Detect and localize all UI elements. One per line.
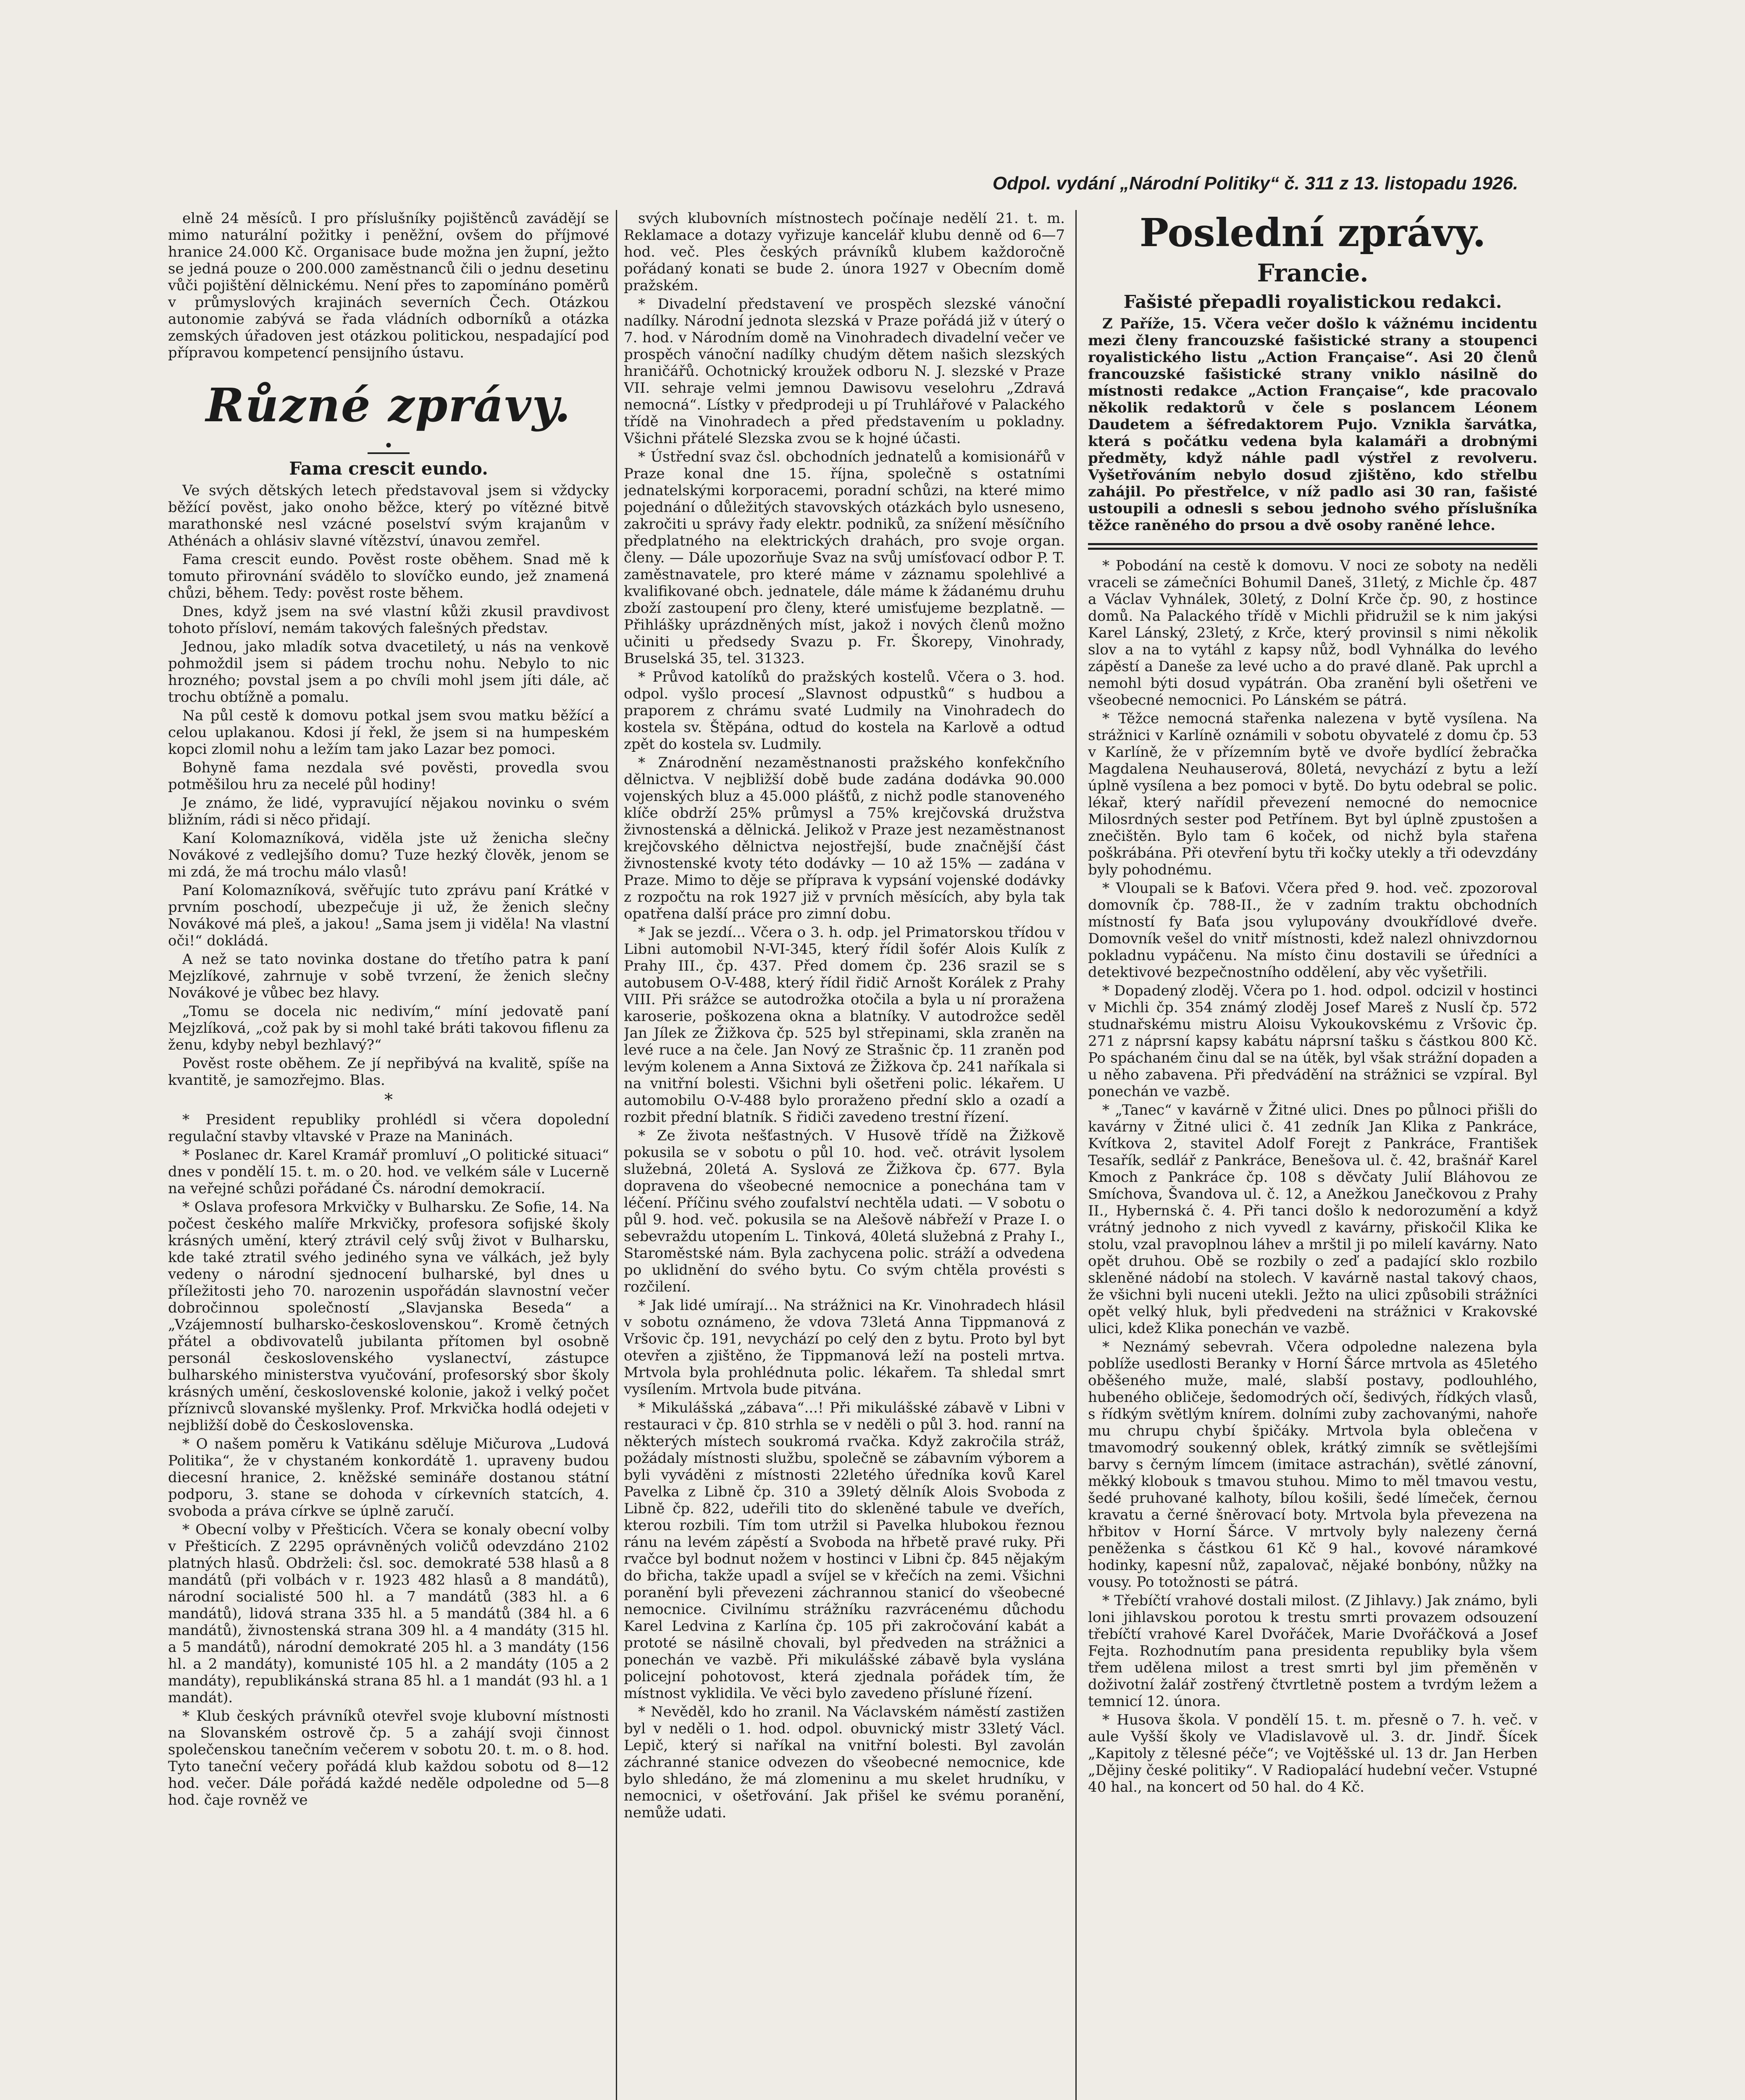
column-divider-2 xyxy=(1075,210,1077,2100)
issue-header: Odpol. vydání „Národní Politiky“ č. 311 z 13. listopadu 1926. xyxy=(992,173,1518,194)
paragraph: Paní Kolomazníková, svěřujíc tuto zprávu paní Krátké v prvním poschodí, ubezpečuje ji už, že ženich slečny Novákové má pleš, a jakou! „Sama jsem ji viděla! Na vlastní oči!“ dokládá. xyxy=(168,882,609,949)
paragraph: Fama crescit eundo. Pověst roste oběhem. Snad mě k tomuto přirovnání svádělo to slovíčko eundo, jež znamená chůzi, během. Tedy: pověst roste během. xyxy=(168,551,609,601)
paragraph: A než se tato novinka dostane do třetího patra k paní Mejzlíkové, zahrnuje v sobě tvrzení, že ženich slečny Novákové je vůbec bez hlavy. xyxy=(168,951,609,1001)
paragraph: „Tomu se docela nic nedivím,“ míní jedovatě paní Mejzlíková, „což pak by si mohl také bráti takovou fiflenu za ženu, kdyby nebyl bezhlavý?“ xyxy=(168,1003,609,1053)
paragraph: * Jak se jezdí... Včera o 3. h. odp. jel Primatorskou třídou v Libni automobil N-VI-345, který řídil šofér Alois Kulík z Prahy III., čp. 437. Před domem čp. 236 srazil se s autobusem O-V-488, který řídil řidič Arnošt Korálek z Prahy VIII. Při srážce se autodrožka otočila a byla u ní proražena karoserie, poškozena okna a blatníky. V autodrožce seděl Jan Jílek ze Žižkova čp. 525 byl střepinami, skla zraněn na levé ruce a na čele. Jan Nový ze Strašnic čp. 11 zraněn pod levým kolenem a Anna Sixtová ze Žižkova čp. 241 naříkala si na vnitřní bolesti. Všichni byli ošetřeni polic. lékařem. U automobilu O-V-488 bylo proraženo přední sklo a ozadí a rozbit přední blatník. S řidiči zavedeno trestní řízení. xyxy=(624,924,1065,1126)
paragraph: Bohyně fama nezdala své pověsti, provedla svou potměšilou hru za necelé půl hodiny! xyxy=(168,759,609,793)
column-1-news xyxy=(168,1111,609,1809)
paragraph: * Neznámý sebevrah. Včera odpoledne nalezena byla poblíže usedlosti Beranky v Horní Šárce mrtvola as 45letého oběšeného muže, malé, slabší postavy, podlouhlého, hubeného obličeje, šedomodrých očí, šedivých, řídkých vlasů, s řídkým světlým knírem. dolními zuby zachovanými, nahoře mu chrupu chybí špičáky. Mrtvola byla oblečena v tmavomodrý soukenný oblek, krátký zimník se světlejšími barvy s černým límcem (imitace astrachán), světlé zánovní, měkký klobouk s tmavou stuhou. Mimo to měl tmavou vestu, šedé pruhované kalhoty, bílou košili, šedé límeček, černou kravatu a černé šněrovací boty. Mrtvola byla převezena na hřbitov v Horní Šárce. V mrtvoly byly nalezeny černá peněženka s částkou 61 Kč 9 hal., kovové náramkové hodinky, kapesní nůž, zapalovač, nějaké bonbóny, nůžky na vousy. Po totožnosti se pátrá. xyxy=(1088,1339,1537,1591)
fama-article xyxy=(168,482,609,1089)
column-1-intro xyxy=(168,210,609,361)
paragraph: * Oslava profesora Mrkvičky v Bulharsku. Ze Sofie, 14. Na počest českého malíře Mrkvičky, profesora sofijské školy krásných umění, který ztrávil celý svůj život v Bulharsku, kde také ztratil svého jediného syna ve válkách, jež byly vedeny o národní sjednocení bulharské, byl dnes u příležitosti jeho 70. narozenin uspořádán slavnostní večer dobročinnou společností „Slavjanska Beseda“ a „Vzájemností bulharsko-československou“. Kromě četných přátel a obdivovatelů jubilanta přítomen byl osobně personál československého vyslanectví, zástupce bulharského ministerstva vyučování, profesorský sbor školy krásných umění, československé kolonie, jakož i velký počet příznivců slovanské myšlenky. Prof. Mrkvička hodlá odejeti v nejbližší době do Československa. xyxy=(168,1199,609,1434)
paragraph: Ve svých dětských letech představoval jsem si vždycky běžící pověst, jako onoho běžce, který po vítězné bitvě marathonské nesl vzácné poselství svým krajanům v Athénách a ohlásiv slavné vítězství, únavou zemřel. xyxy=(168,482,609,549)
column-3-news xyxy=(1088,557,1537,1796)
paragraph: Je známo, že lidé, vypravující nějakou novinku o svém bližním, rádi si něco přidají. xyxy=(168,795,609,828)
section-title-posledni-zpravy: Poslední zprávy. xyxy=(1139,210,1486,255)
column-2-news xyxy=(624,210,1065,1821)
paragraph: * Třebíčtí vrahové dostali milost. (Z Jihlavy.) Jak známo, byli loni jihlavskou porotou k trestu smrti provazem odsouzení třebíčtí vrahové Karel Dvořáček, Marie Dvořáčková a Josef Fejta. Rozhodnutím pana presidenta republiky byla všem třem udělena milost a trest smrti byl jim přeměněn v doživotní žalář zostřený čtvrtletně postem a tvrdým ležem a temnicí 12. února. xyxy=(1088,1592,1537,1710)
column-3 xyxy=(1088,210,1537,2100)
paragraph: * Pobodání na cestě k domovu. V noci ze soboty na neděli vraceli se zámečníci Bohumil Daneš, 31letý, z Michle čp. 487 a Václav Vyhnálek, 30letý, z Dolní Krče čp. 90, z hostince domů. Na Palackého třídě v Michli přidružil se k nim jakýsi Karel Lánský, 23letý, z Krče, který provinsil s nimi několik slov a na to vytáhl z kapsy nůž, bodl Vyhnálka do levého zápěstí a Daneše za levé ucho a do pravé dlaně. Pak uprchl a nemohl býti dosud vypátrán. Oba zranění byli ošetřeni ve všeobecné nemocnici. Po Lánském se pátrá. xyxy=(1088,557,1537,709)
paragraph: * Znárodnění nezaměstnanosti pražského konfekčního dělnictva. V nejbližší době bude zadána dodávka 90.000 vojenských bluz a 45.000 plášťů, z nichž podle stanoveného klíče obdrží 25% průmysl a 75% krejčovská družstva živnostenská a dělnická. Jelikož v Praze jest nezaměstnanost krejčovského dělnictva nejostřejší, bude značnější část živnostenské kvoty této dodávky — 10 až 15% — zadána v Praze. Mimo to děje se příprava k vypsání vojenské dodávky z rozpočtu na rok 1927 již v prvních měsících, aby byla tak opatřena další práce pro zimní dobu. xyxy=(624,754,1065,922)
section-title-ruzne-zpravy: Různé zprávy. xyxy=(205,378,572,432)
paragraph: * Průvod katolíků do pražských kostelů. Včera o 3. hod. odpol. vyšlo procesí „Slavnost odpustků“ s hudbou a praporem z chrámu svaté Ludmily na Vinohradech do kostela sv. Štěpána, odtud do kostela na Karlově a odtud zpět do kostela sv. Ludmily. xyxy=(624,669,1065,753)
column-1 xyxy=(168,210,609,2100)
paragraph: * Jak lidé umírají... Na strážnici na Kr. Vinohradech hlásil v sobotu oznámeno, že vdova 73letá Anna Tippmanová z Vršovic čp. 191, nevychází po celý den z bytu. Proto byl byt otevřen a zjištěno, že Tippmanová leží na posteli mrtva. Mrtvola byla prohlédnuta polic. lékařem. Ta shledal smrt vysílením. Mrtvola bude pitvána. xyxy=(624,1297,1065,1398)
lead-article: Z Paříže, 15. Včera večer došlo k vážnému incidentu mezi členy francouzské fašistické strany a stoupenci royalistického listu „Action Française“. Asi 20 členů francouzské fašistické strany vniklo násilně do místnosti redakce „Action Française“, kde pracovalo několik redaktorů v čele s poslancem Léonem Daudetem a šéfredaktorem Pujo. Vznikla šarvátka, která s počátku vedena byla kalamáři a drobnými předměty, když náhle padl výstřel z revolveru. Vyšetřováním nebylo dosud zjištěno, kdo střelbu zahájil. Po přestřelce, v níž padlo asi 30 ran, fašisté ustoupili a odnesli s sebou jednoho svého příslušníka těžce raněného do prsou a dvě osoby raněné lehce. xyxy=(1088,315,1537,534)
paragraph: Jednou, jako mladík sotva dvacetiletý, u nás na venkově pohmoždil jsem si pádem trochu nohu. Nebylo to nic hrozného; povstal jsem a po chvíli mohl jsem jíti dále, ač trochu obtížně a pomalu. xyxy=(168,638,609,706)
paragraph: Na půl cestě k domovu potkal jsem svou matku běžící a celou uplakanou. Kdosi jí řekl, že jsem si na humpeském kopci zlomil nohu a ležím tam jako Lazar bez pomoci. xyxy=(168,707,609,758)
paragraph: * President republiky prohlédl si včera dopolední regulační stavby vltavské v Praze na Maninách. xyxy=(168,1111,609,1145)
section-star: * xyxy=(384,1090,393,1110)
section-divider xyxy=(1088,543,1537,550)
paragraph: elně 24 měsíců. I pro příslušníky pojištěnců zavádějí se mimo naturální požitky i peněžní, ovšem do příjmové hranice 24.000 Kč. Organisace bude možna jen župní, ježto se jedná pouze o 200.000 zaměstnanců čili o jednu desetinu vůči pojištění dělnickému. Není přes to zapomínáno poměrů v průmyslových krajinách severních Čech. Otázkou autonomie zabývá se řada vládních odborníků a otázka zemských úřadoven jest otázkou politickou, nespadající pod přípravou kompetencí pensijního ústavu. xyxy=(168,210,609,361)
paragraph: * Těžce nemocná stařenka nalezena v bytě vysílena. Na strážnici v Karlíně oznámili v sobotu obyvatelé z domu čp. 53 v Karlíně, že v přízemním bytě ve dvoře bydlící žebračka Magdalena Neuhauserová, 80letá, nevychází z bytu a leží úplně vysílena a bez pomoci v bytě. Do bytu odebral se polic. lékař, který nařídil převezení nemocné do nemocnice Milosrdných sester pod Petřínem. Byt byl úplně zpustošen a znečištěn. Bylo tam 6 koček, od nichž byla stařena poškrábána. Při otevření bytu tři kočky utekly a tři odevzdány byly pohodnému. xyxy=(1088,710,1537,878)
column-2 xyxy=(624,210,1065,2100)
paragraph: Kaní Kolomazníková, viděla jste už ženicha slečny Novákové z vedlejšího domu? Tuze hezký člověk, jenom se mi zdá, že má trochu málo vlasů! xyxy=(168,830,609,880)
paragraph: * O našem poměru k Vatikánu sděluje Mičurova „Ludová Politika“, že v chystaném konkordátě 1. upraveny budou diecesní hranice, 2. kněžské semináře dostanou státní podporu, 3. stane se dohoda v církevních statcích, 4. svoboda a práva církve se úplně zaručí. xyxy=(168,1436,609,1520)
paragraph: * Mikulášská „zábava“...! Při mikulášské zábavě v Libni v restauraci v čp. 810 strhla se v neděli o půl 3. hod. ranní na některých místech soukromá rvačka. Když zakročila stráž, požádaly místnosti službu, společně se zábavním výborem a byli vyváděni z místnosti 22letého úředníka kovů Karel Pavelka z Libně čp. 310 a 39letý dělník Alois Svoboda z Libně čp. 822, udeřili tito do skleněné tabule ve dveřích, kterou rozbili. Tím tom utržil si Pavelka hlubokou řeznou ránu na levém zápěstí a Svoboda na hřbetě pravé ruky. Při rvačce byl bodnut nožem v hostinci v Libni čp. 845 nějakým do břicha, takže upadl a svíjel se v křečích na zemi. Všichni poranění byli převezeni záchrannou stanicí do všeobecné nemocnice. Civilnímu strážníku razvrácenému důchodu Karel Ledvina z Karlína čp. 105 při zakročování kabát a prototé se násilně chovali, byl předveden na strážnici a ponechán ve vazbě. Při mikulášské zábavě byla vyslána policejní pohotovost, která zjednala pořádek tím, že místnost vyklidila. Ve věci bylo zavedeno přísluné řízení. xyxy=(624,1399,1065,1702)
paragraph: Pověst roste oběhem. Ze jí nepřibývá na kvalitě, spíše na kvantitě, je samozřejmo. Blas. xyxy=(168,1055,609,1089)
paragraph: * Klub českých právníků otevřel svoje klubovní místnosti na Slovanském ostrově čp. 5 a zahájí svoji činnost společenskou tanečním večerem v sobotu 20. t. m. o 8. hod. Tyto taneční večery pořádá klub každou sobotu od 8—12 hod. večer. Dále pořádá každé neděle odpoledne od 5—8 hod. čaje rovněž ve xyxy=(168,1708,609,1809)
ornament-dot: • xyxy=(384,436,394,455)
paragraph: Dnes, když jsem na své vlastní kůži zkusil pravdivost tohoto přísloví, nemám takových falešných představ. xyxy=(168,603,609,637)
country-heading: Francie. xyxy=(1257,259,1369,287)
paragraph: * Dopadený zloděj. Včera po 1. hod. odpol. odcizil v hostinci v Michli čp. 354 známý zloděj Josef Mareš z Nuslí čp. 572 studnařskému mistru Aloisu Vykoukovskému z Vršovic čp. 271 z náprsní kapsy kabátu náprsní tašku s částkou 800 Kč. Po spáchaném činu dal se na útěk, byl však strážní dopaden a u něho zabavena. Při předvádění na strážnici se vzpíral. Byl ponechán ve vazbě. xyxy=(1088,982,1537,1100)
paragraph: * Poslanec dr. Karel Kramář promluví „O politické situaci“ dnes v pondělí 15. t. m. o 20. hod. ve velkém sále v Lucerně na veřejné schůzi pořádané Čs. národní demokracií. xyxy=(168,1147,609,1197)
paragraph: * Ze života nešťastných. V Husově třídě na Žižkově pokusila se v sobotu o půl 10. hod. več. otrávit lysolem služebná, 20letá A. Syslová ze Žižkova čp. 677. Byla dopravena do všeobecné nemocnice a ponechána tam v léčení. Příčinu svého zoufalství nechtěla udati. — V sobotu o půl 9. hod. več. pokusila se na Alešově nábřeží v Praze I. o sebevraždu utopením L. Tinková, 40letá služebná z Prahy I., Staroměstské nám. Byla zachycena polic. stráží a odvedena po uklidnění do svého bytu. Co svým chtěla provésti s rozčilení. xyxy=(624,1127,1065,1295)
paragraph: * Husova škola. V pondělí 15. t. m. přesně o 7. h. več. v aule Vyšší školy ve Vladislavově ul. 3. dr. Jindř. Šícek „Kapitoly z tělesné péče“; ve Vojtěšské ul. 13 dr. Jan Herben „Dějiny české politiky“. V Radiopalácí hudební večer. Vstupné 40 hal., na koncert od 50 hal. do 4 Kč. xyxy=(1088,1712,1537,1796)
article-title-fasiste: Fašisté přepadli royalistickou redakci. xyxy=(1123,291,1502,312)
column-divider-1 xyxy=(616,210,617,2100)
article-title-fama: Fama crescit eundo. xyxy=(289,458,488,479)
paragraph: * Divadelní představení ve prospěch slezské vánoční nadílky. Národní jednota slezská v Praze pořádá již v úterý o 7. hod. v Národním domě na Vinohradech divadelní večer ve prospěch vánoční nadílky chudým dětem našich slezských hraničářů. Ochotnický kroužek odboru N. J. slezské v Praze VII. sehraje velmi jemnou Dawisovu veselohru „Zdravá nemocná“. Lístky v předprodeji u pí Truhlářové v Palackého třídě na Vinohradech a před představením u pokladny. Všichni přátelé Slezska zvou se k hojné účasti. xyxy=(624,296,1065,447)
paragraph: * „Tanec“ v kavárně v Žitné ulici. Dnes po půlnoci přišli do kavárny v Žitné ulici č. 41 zedník Jan Klika z Pankráce, Kvítkova 2, stavitel Adolf Forejt z Pankráce, František Tesařík, sedlář z Pankráce, Benešova ul. č. 42, brašnář Karel Kmoch z Pankráce čp. 108 s děvčaty Julií Bláhovou ze Smíchova, Švandova ul. č. 12, a Anežkou Janečkovou z Prahy II., Hybernská č. 4. Při tanci došlo k nedorozumění a když vrátný jednoho z nich vyvedl z kavárny, přiskočil Klika ke stolu, vzal pravoplnou láhev a mrštil ji po milelí kavárny. Nato opět druhou. Obě se rozbily o zeď a padající sklo rozbilo skleněné nádobí na stolech. V kavárně nastal takový chaos, že všichni byli nuceni utekli. Ježto na ulici způsobili strážníci opět velký hluk, byli předvedeni na strážnici v Krakovské ulici, kdež Klika ponechán ve vazbě. xyxy=(1088,1102,1537,1337)
paragraph: * Obecní volby v Přešticích. Včera se konaly obecní volby v Přešticích. Z 2295 oprávněných voličů odevzdáno 2102 platných hlasů. Obdrželi: čsl. soc. demokraté 538 hlasů a 8 mandátů (při volbách v r. 1923 482 hlasů a 8 mandátů), národní socialisté 500 hl. a 7 mandátů (383 hl. a 6 mandátů), lidová strana 335 hl. a 5 mandátů (384 hl. a 6 mandátů), živnostenská strana 309 hl. a 4 mandáty (315 hl. a 5 mandátů), národní demokraté 205 hl. a 3 mandáty (156 hl. a 2 mandáty), komunisté 105 hl. a 2 mandáty (105 a 2 mandáty), republikánská strana 85 hl. a 1 mandát (93 hl. a 1 mandát). xyxy=(168,1521,609,1706)
paragraph: * Ústřední svaz čsl. obchodních jednatelů a komisionářů v Praze konal dne 15. října, společně s ostatními jednatelskými korporacemi, poradní schůzi, na které mimo pojednání o důležitých stavovských otázkách bylo usneseno, zakročiti u správy řady elektr. podniků, za snížení měsíčního předplatného na elektrických drahách, pro svoje organ. členy. — Dále upozorňuje Svaz na svůj umísťovací odbor P. T. zaměstnavatele, pro které máme v záznamu spolehlivé a kvalifikované obch. jednatele, dále máme k žádanému druhu zboží zastoupení pro členy, které umisťujeme bezplatně. — Přihlášky uprázdněných míst, jakož i nových členů možno učiniti u předsedy Svazu p. Fr. Škorepy, Vinohrady, Bruselská 35, tel. 31323. xyxy=(624,449,1065,667)
paragraph: * Nevěděl, kdo ho zranil. Na Václavském náměstí zastižen byl v neděli o 1. hod. odpol. obuvnický mistr 33letý Václ. Lepič, který si naříkal na vnitřní bolesti. Byl zavolán záchranné stanice odvezen do všeobecné nemocnice, kde bylo shledáno, že má zlomeninu a mu skelet hrudníku, v nemocnici, v ošetřování. Jak přišel ke svému poranění, nemůže udati. xyxy=(624,1704,1065,1821)
paragraph: svých klubovních místnostech počínaje nedělí 21. t. m. Reklamace a dotazy vyřizuje kancelář klubu denně od 6—7 hod. več. Ples českých právníků klubem každoročně pořádaný konati se bude 2. února 1927 v Obecním domě pražském. xyxy=(624,210,1065,294)
paragraph: * Vloupali se k Baťovi. Včera před 9. hod. več. zpozoroval domovník čp. 788-II., že v zadním traktu obchodních místností fy Baťa jsou vylupovány dvoukřídlové dveře. Domovník vešel do vnitř místnosti, kdež nalezl ohnivzdornou pokladnu vypáčenu. Na místo činu dostavili se úředníci a detektivové bezpečnostního oddělení, aby věc vyšetřili. xyxy=(1088,880,1537,981)
